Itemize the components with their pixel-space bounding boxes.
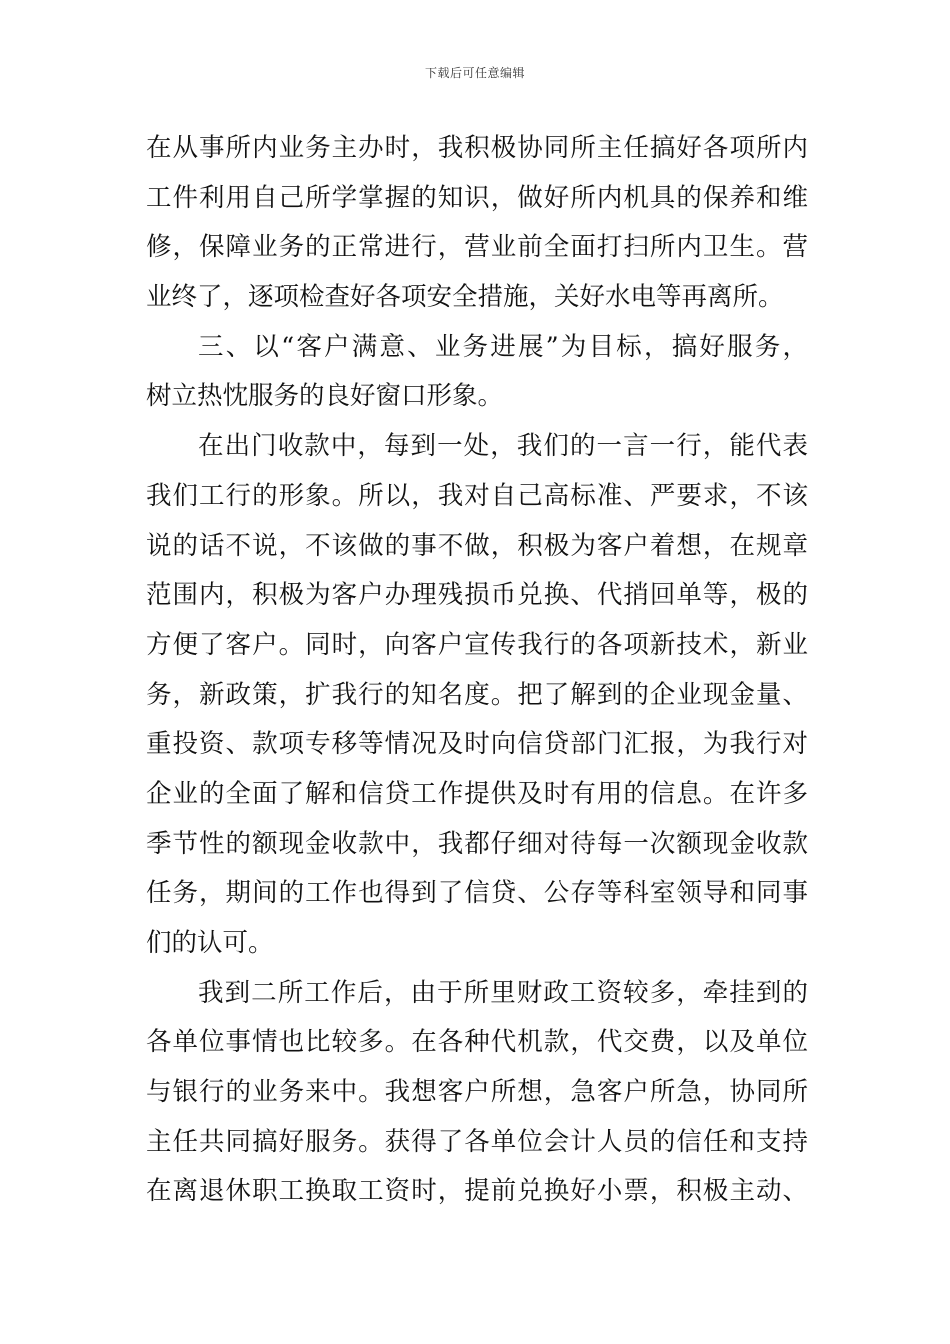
text-line: 方便了客户。同时，向客户宣传我行的各项新技术，新业 bbox=[146, 629, 808, 660]
text-line: 在从事所内业务主办时，我积极协同所主任搞好各项所内 bbox=[146, 133, 808, 163]
text-line: 们的认可。 bbox=[146, 928, 274, 958]
text-line: 各单位事情也比较多。在各种代机款，代交费，以及单位 bbox=[146, 1027, 808, 1058]
text-line: 重投资、款项专移等情况及时向信贷部门汇报，为我行对 bbox=[146, 729, 808, 760]
text-line: 在出门收款中，每到一处，我们的一言一行，能代表 bbox=[198, 431, 808, 462]
text-line: 修，保障业务的正常进行，营业前全面打扫所内卫生。营 bbox=[146, 232, 808, 263]
text-line: 季节性的额现金收款中，我都仔细对待每一次额现金收款 bbox=[146, 828, 808, 859]
text-line: 与银行的业务来中。我想客户所想，急客户所急，协同所 bbox=[146, 1077, 808, 1108]
text-line: 树立热忱服务的良好窗口形象。 bbox=[146, 381, 504, 412]
text-line: 在离退休职工换取工资时，提前兑换好小票，积极主动、 bbox=[146, 1176, 808, 1207]
text-line: 主任共同搞好服务。获得了各单位会计人员的信任和支持 bbox=[146, 1126, 808, 1157]
text-line: 我们工行的形象。所以，我对自己高标准、严要求，不该 bbox=[146, 480, 808, 511]
text-line: 我到二所工作后，由于所里财政工资较多，牵挂到的 bbox=[198, 977, 808, 1008]
text-line: 说的话不说，不该做的事不做，积极为客户着想，在规章 bbox=[146, 530, 808, 561]
page-header: 下载后可任意编辑 bbox=[424, 66, 525, 80]
text-line: 务，新政策，扩我行的知名度。把了解到的企业现金量、 bbox=[146, 679, 808, 710]
text-line: 企业的全面了解和信贷工作提供及时有用的信息。在许多 bbox=[146, 778, 808, 809]
text-line: 任务，期间的工作也得到了信贷、公存等科室领导和同事 bbox=[146, 878, 808, 909]
text-line: 工件利用自己所学掌握的知识，做好所内机具的保养和维 bbox=[146, 182, 808, 213]
text-line: 范围内，积极为客户办理残损币兑换、代捎回单等，极的 bbox=[146, 580, 808, 611]
text-line: 业终了，逐项检查好各项安全措施，关好水电等再离所。 bbox=[146, 282, 784, 313]
document-body bbox=[146, 124, 808, 1217]
text-line: 三、以“客户满意、业务进展”为目标，搞好服务， bbox=[198, 331, 808, 362]
